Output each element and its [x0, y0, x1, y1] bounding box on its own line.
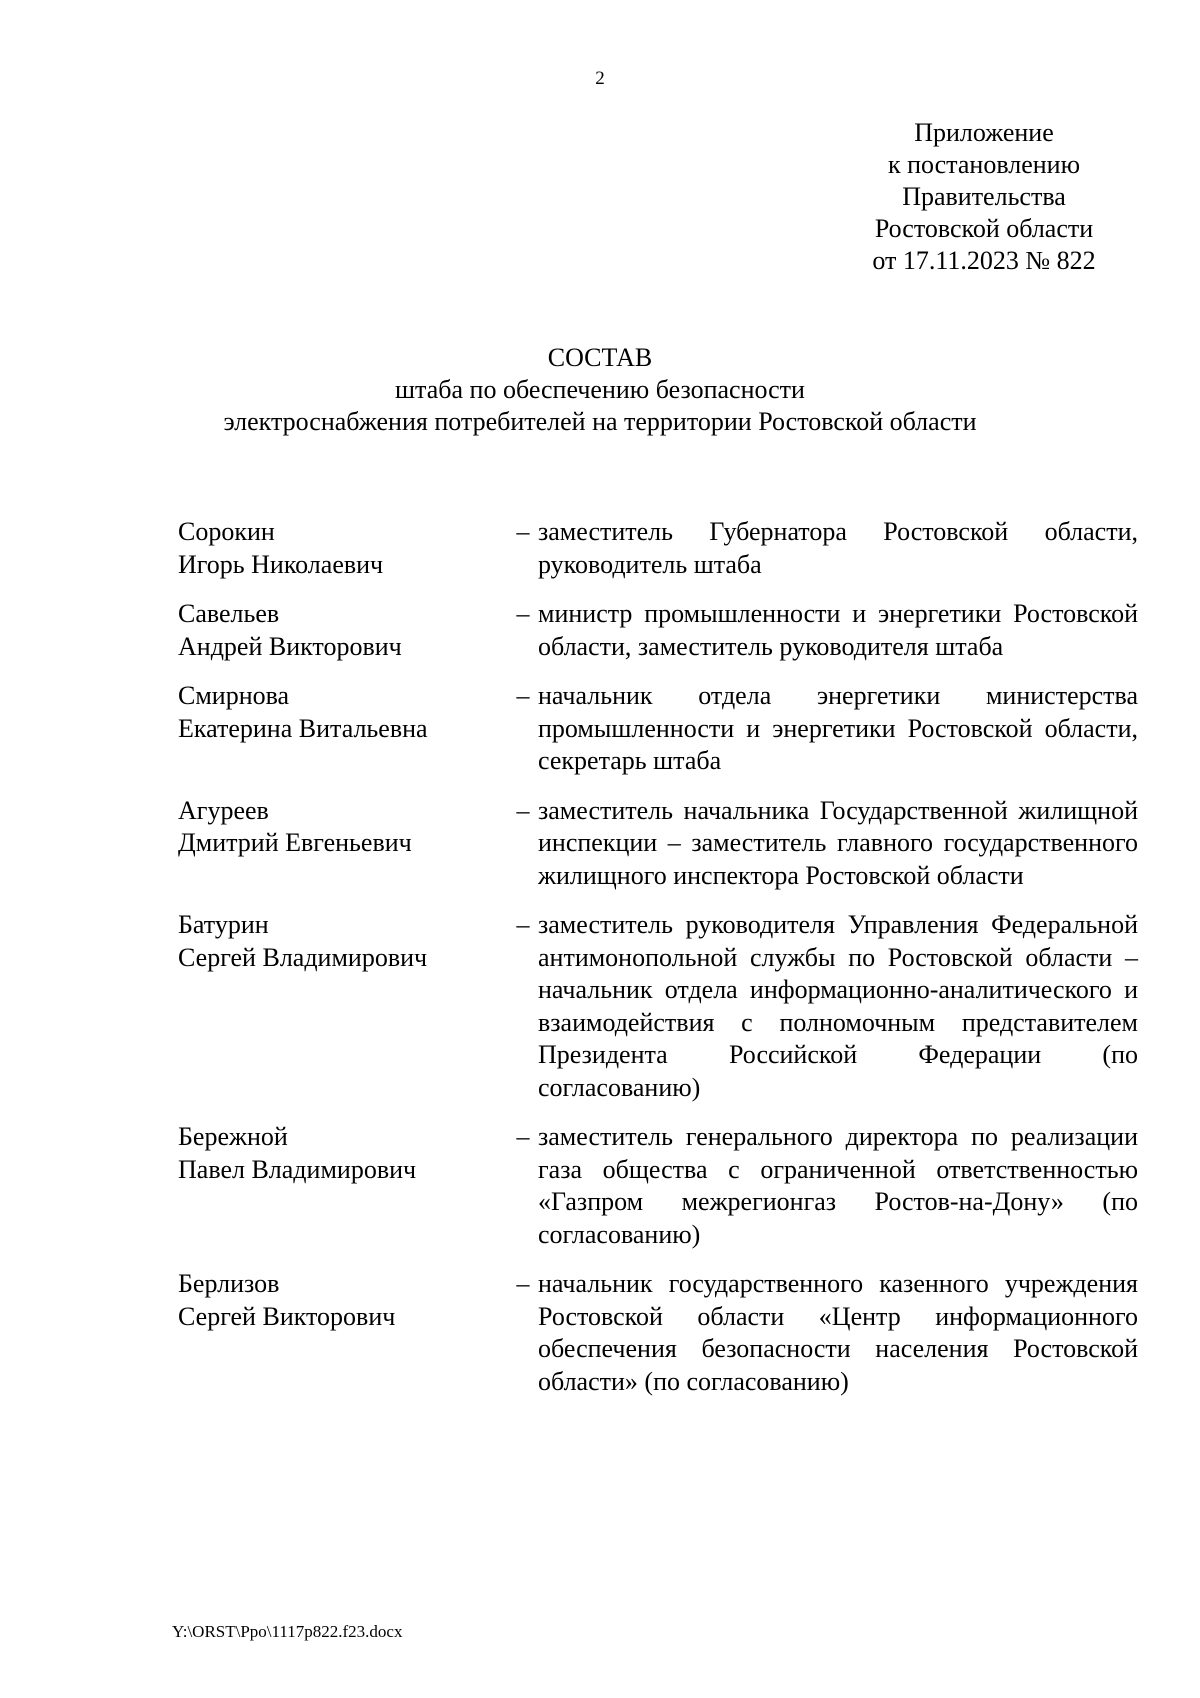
member-entry: [178, 516, 1138, 581]
member-surname: Сорокин: [178, 517, 275, 546]
appendix-line: от 17.11.2023 № 822: [872, 246, 1096, 275]
member-entry: [178, 680, 1138, 778]
member-given-names: Екатерина Витальевна: [178, 713, 428, 743]
member-surname: Савельев: [178, 599, 280, 628]
member-name: [178, 680, 508, 745]
member-position: министр промышленности и энергетики Ростовской области, заместитель руководителя штаба: [538, 599, 1138, 661]
page-number: 2: [595, 68, 605, 89]
member-surname: Берлизов: [178, 1269, 280, 1298]
member-dash: –: [516, 599, 530, 628]
member-given-names: Павел Владимирович: [178, 1154, 417, 1184]
member-given-names: Андрей Викторович: [178, 631, 402, 661]
member-entry: [178, 598, 1138, 663]
member-dash: –: [516, 681, 530, 710]
member-dash: –: [516, 795, 530, 825]
member-position: начальник государственного казенного учреждения Ростовской области «Центр информационного обеспечения безопасности населения Ростовской области» (по согласованию): [538, 1269, 1138, 1396]
appendix-line: Ростовской области: [874, 214, 1094, 243]
member-name: [178, 909, 508, 974]
member-entry: [178, 1268, 1138, 1398]
member-surname: Бережной: [178, 1122, 288, 1151]
document-title: [0, 342, 1200, 438]
member-name: [178, 1268, 508, 1333]
member-given-names: Сергей Владимирович: [178, 942, 428, 972]
appendix-line: Приложение: [914, 118, 1054, 147]
member-given-names: Сергей Викторович: [178, 1301, 396, 1331]
member-dash: –: [516, 1122, 530, 1151]
member-position: заместитель начальника Государственной жилищной инспекции – заместитель главного государственного жилищного инспектора Ростовской области: [538, 795, 1138, 890]
footer-file-path: Y:\ORST\Ppo\1117p822.f23.docx: [172, 1622, 403, 1641]
member-surname: Агуреев: [178, 795, 269, 825]
member-position: начальник отдела энергетики министерства промышленности и энергетики Ростовской области, секретарь штаба: [538, 681, 1138, 775]
member-entry: [178, 1121, 1138, 1251]
member-position: заместитель руководителя Управления Федеральной антимонопольной службы по Ростовской области – начальник отдела информационно-аналитического и взаимодействия с полномочным представителем Президента Российской Федерации (по согласованию): [538, 910, 1138, 1102]
member-surname: Батурин: [178, 910, 269, 939]
member-name: [178, 598, 508, 663]
appendix-line: к постановлению: [887, 150, 1081, 179]
member-position: заместитель Губернатора Ростовской области, руководитель штаба: [538, 517, 1138, 579]
members-list: [178, 516, 1138, 1398]
member-name: [178, 516, 508, 581]
member-dash: –: [516, 517, 530, 546]
appendix-block: [834, 117, 1134, 277]
member-dash: –: [516, 910, 530, 939]
member-surname: Смирнова: [178, 681, 290, 710]
member-given-names: Игорь Николаевич: [178, 549, 384, 579]
appendix-line: Правительства: [902, 182, 1066, 211]
title-subtitle-line: электроснабжения потребителей на территории Ростовской области: [223, 407, 977, 436]
member-given-names: Дмитрий Евгеньевич: [178, 828, 412, 857]
title-subtitle-line: штаба по обеспечению безопасности: [395, 375, 805, 404]
member-name: [178, 795, 508, 860]
member-entry: [178, 909, 1138, 1104]
title-heading: СОСТАВ: [547, 343, 653, 372]
member-name: [178, 1121, 508, 1186]
member-dash: –: [516, 1269, 530, 1298]
member-position: заместитель генерального директора по реализации газа общества с ограниченной ответственностью «Газпром межрегионгаз Ростов-на-Дону» (по согласованию): [538, 1122, 1138, 1249]
member-entry: [178, 795, 1138, 893]
